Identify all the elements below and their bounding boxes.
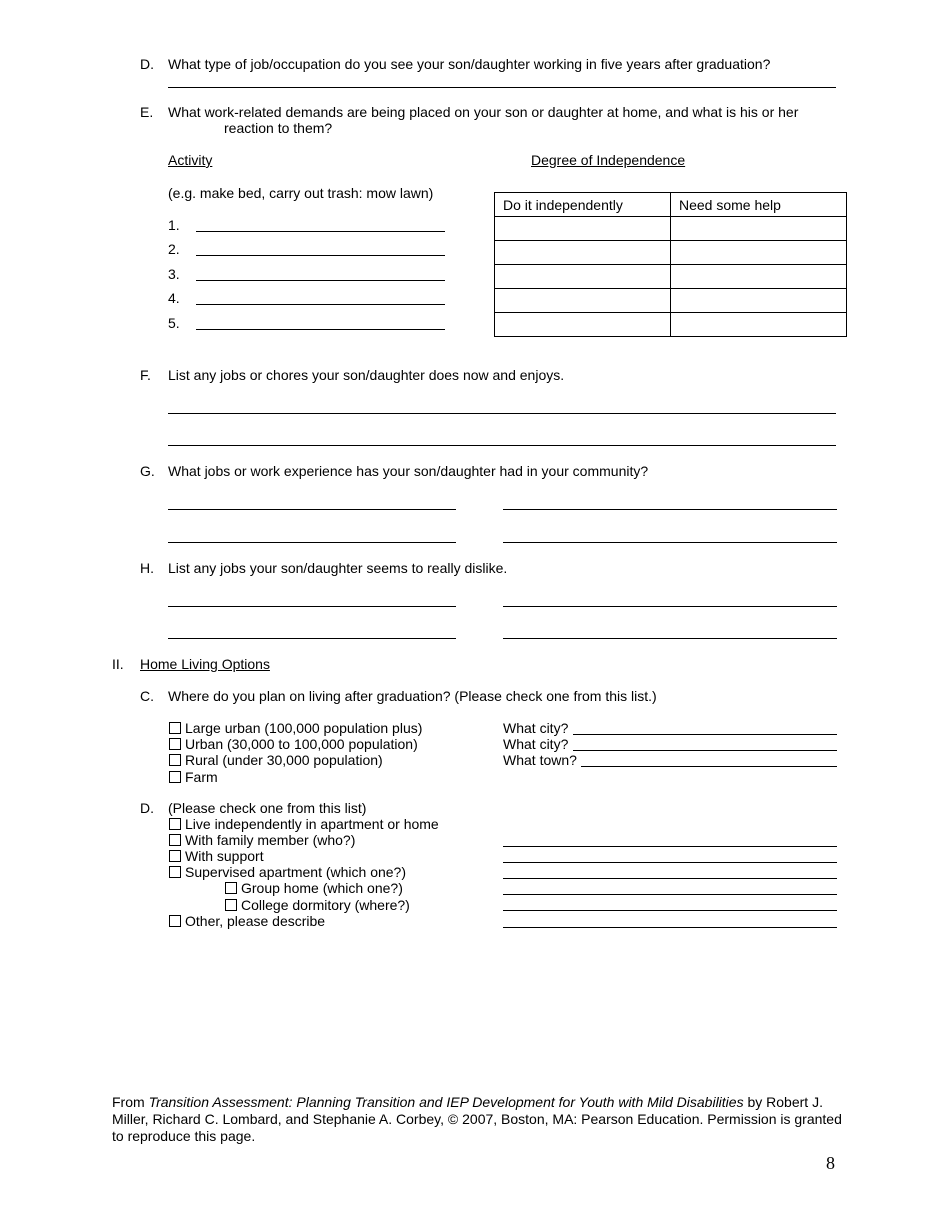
checkbox-option[interactable] — [169, 752, 383, 768]
independence-table — [494, 192, 847, 337]
answer-line[interactable] — [503, 862, 837, 863]
activity-heading: Activity — [168, 152, 213, 168]
question-g-text: What jobs or work experience has your son/daughter had in your community? — [168, 463, 649, 479]
activity-item-number: 5. — [168, 314, 180, 331]
answer-line[interactable] — [168, 606, 456, 607]
checkbox-option[interactable] — [169, 848, 264, 864]
footer-rest: by Robert J. Miller, Richard C. Lombard, and Stephanie A. Corbey, © 2007, Boston, MA: Pearson Education. Permission is granted to reproduce this page. — [112, 1094, 842, 1144]
answer-line[interactable] — [168, 542, 456, 543]
checkbox-label: Live independently in apartment or home — [185, 816, 439, 832]
activity-item-line[interactable] — [196, 329, 445, 330]
footer-citation — [112, 1094, 842, 1145]
location-label: What city? — [503, 736, 569, 753]
activity-item-number: 1. — [168, 217, 180, 233]
answer-line[interactable] — [168, 638, 456, 639]
checkbox-label: With family member (who?) — [185, 832, 356, 849]
table-cell[interactable] — [495, 265, 671, 289]
question-letter: D. — [140, 800, 154, 816]
checkbox[interactable] — [169, 834, 181, 846]
checkbox[interactable] — [225, 882, 237, 894]
section-title: Home Living Options — [140, 656, 270, 672]
question-letter: C. — [140, 688, 154, 704]
question-letter: G. — [140, 463, 155, 479]
checkbox-label: Other, please describe — [185, 912, 326, 929]
activity-example: (e.g. make bed, carry out trash: mow lawn) — [168, 185, 434, 201]
question-d2-intro: (Please check one from this list) — [168, 800, 367, 816]
checkbox-option[interactable] — [169, 769, 218, 785]
checkbox[interactable] — [169, 915, 181, 927]
activity-item-line[interactable] — [196, 304, 445, 305]
table-cell[interactable] — [495, 289, 671, 313]
table-cell[interactable] — [671, 265, 847, 289]
checkbox-label: Urban (30,000 to 100,000 population) — [185, 736, 418, 753]
answer-line[interactable] — [503, 638, 837, 639]
question-f-text: List any jobs or chores your son/daughter does now and enjoys. — [168, 367, 565, 383]
checkbox-option[interactable] — [169, 913, 325, 929]
checkbox[interactable] — [169, 850, 181, 862]
checkbox-option[interactable] — [169, 736, 418, 752]
answer-line[interactable] — [503, 878, 837, 879]
question-letter: D. — [140, 56, 154, 72]
activity-item-number: 2. — [168, 241, 180, 258]
question-e-text-line2: reaction to them? — [224, 120, 333, 136]
checkbox[interactable] — [169, 771, 181, 783]
answer-line[interactable] — [503, 894, 837, 895]
footer-prefix: From — [112, 1094, 149, 1110]
table-cell[interactable] — [495, 313, 671, 337]
checkbox[interactable] — [169, 738, 181, 750]
answer-line[interactable] — [503, 606, 837, 607]
question-letter: H. — [140, 560, 154, 576]
activity-item-number: 4. — [168, 290, 180, 307]
answer-line[interactable] — [168, 413, 836, 414]
location-line[interactable] — [573, 734, 837, 735]
checkbox[interactable] — [169, 754, 181, 766]
col-do-it-independently: Do it independently — [495, 193, 671, 217]
question-e-text-line1: What work-related demands are being placed on your son or daughter at home, and what is his or her — [168, 104, 799, 120]
activity-item-line[interactable] — [196, 280, 445, 281]
checkbox-label: Rural (under 30,000 population) — [185, 752, 383, 769]
checkbox[interactable] — [169, 722, 181, 734]
location-line[interactable] — [581, 766, 837, 767]
checkbox-label: With support — [185, 848, 264, 865]
table-cell[interactable] — [495, 241, 671, 265]
answer-line[interactable] — [503, 927, 837, 928]
table-cell[interactable] — [671, 313, 847, 337]
page-number: 8 — [826, 1153, 835, 1173]
table-cell[interactable] — [671, 241, 847, 265]
location-line[interactable] — [573, 750, 837, 751]
location-label: What city? — [503, 720, 569, 736]
col-need-some-help: Need some help — [671, 193, 847, 217]
table-cell[interactable] — [495, 217, 671, 241]
footer-book-title: Transition Assessment: Planning Transition and IEP Development for Youth with Mild Disabilities — [148, 1094, 744, 1110]
checkbox-option[interactable] — [169, 816, 439, 832]
checkbox[interactable] — [169, 866, 181, 878]
checkbox-label: Large urban (100,000 population plus) — [185, 720, 423, 736]
independence-heading: Degree of Independence — [531, 152, 686, 168]
section-numeral: II. — [112, 656, 124, 672]
location-label: What town? — [503, 752, 577, 769]
answer-line[interactable] — [503, 846, 837, 847]
question-letter: F. — [140, 367, 151, 383]
table-cell[interactable] — [671, 289, 847, 313]
answer-line[interactable] — [503, 910, 837, 911]
checkbox-label: Group home (which one?) — [241, 880, 403, 897]
question-letter: E. — [140, 104, 154, 120]
activity-item-line[interactable] — [196, 231, 445, 232]
checkbox-option[interactable] — [169, 720, 422, 736]
activity-item-line[interactable] — [196, 255, 445, 256]
checkbox-label: College dormitory (where?) — [241, 896, 410, 913]
question-d-text: What type of job/occupation do you see your son/daughter working in five years after graduation? — [168, 56, 771, 72]
question-c-text: Where do you plan on living after graduation? (Please check one from this list.) — [168, 688, 657, 704]
answer-line[interactable] — [503, 509, 837, 510]
checkbox[interactable] — [169, 818, 181, 830]
checkbox-option[interactable] — [225, 897, 410, 913]
question-h-text: List any jobs your son/daughter seems to really dislike. — [168, 560, 508, 576]
answer-line[interactable] — [168, 445, 836, 446]
checkbox-option[interactable] — [225, 880, 403, 896]
checkbox-option[interactable] — [169, 832, 355, 848]
checkbox[interactable] — [225, 899, 237, 911]
answer-line[interactable] — [168, 509, 456, 510]
checkbox-option[interactable] — [169, 864, 406, 880]
answer-line[interactable] — [168, 87, 836, 88]
table-cell[interactable] — [671, 217, 847, 241]
activity-item-number: 3. — [168, 265, 180, 282]
answer-line[interactable] — [503, 542, 837, 543]
checkbox-label: Farm — [185, 768, 218, 785]
checkbox-label: Supervised apartment (which one?) — [185, 864, 407, 881]
